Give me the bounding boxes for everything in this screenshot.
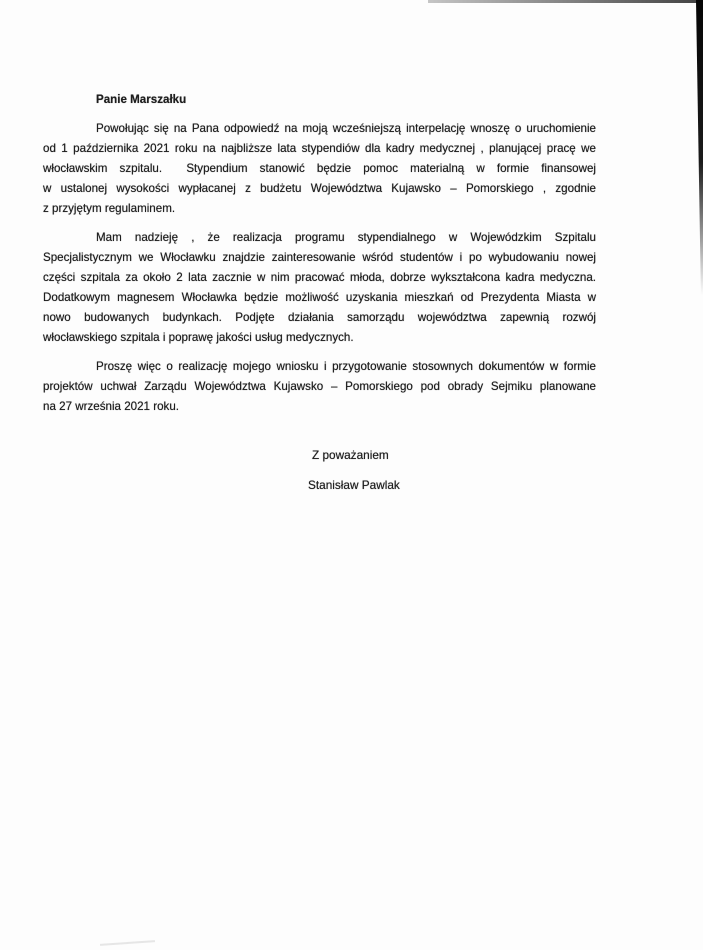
paragraph-1 — [43, 119, 596, 219]
text-line: Proszę więc o realizację mojego wniosku i przygotowanie stosownych dokumentów w formie — [96, 360, 596, 373]
scan-smudge-bottom — [100, 940, 155, 946]
text-line: włocławskim szpitalu. Stypendium stanowić będzie pomoc materialną w formie finansowej — [43, 162, 596, 175]
text-line: nowo budowanych budynkach. Podjęte działania samorządu województwa zapewnią rozwój — [43, 311, 596, 324]
scan-edge-right-artifact — [696, 0, 703, 295]
text-line: włocławskiego szpitala i poprawę jakości usług medycznych. — [43, 331, 354, 344]
text-line: części szpitala za około 2 lata zacznie w nim pracować młoda, dobrze wykształcona kadra medyczna. — [43, 271, 596, 284]
scan-edge-top-artifact — [428, 0, 703, 3]
signer-name: Stanisław Pawlak — [308, 478, 400, 492]
text-line: Powołując się na Pana odpowiedź na moją wcześniejszą interpelację wnoszę o uruchomienie — [96, 122, 596, 135]
paragraph-3 — [43, 357, 596, 417]
salutation: Panie Marszałku — [96, 93, 187, 106]
paragraph-2 — [43, 228, 596, 348]
closing-phrase: Z poważaniem — [312, 448, 389, 462]
text-line: na 27 września 2021 roku. — [43, 400, 179, 413]
text-line: Specjalistycznym we Włocławku znajdzie zainteresowanie wśród studentów i po wybudowaniu nowej — [43, 251, 596, 264]
text-line: Mam nadzieję , że realizacja programu stypendialnego w Wojewódzkim Szpitalu — [96, 231, 596, 244]
text-line: od 1 października 2021 roku na najbliższe lata stypendiów dla kadry medycznej , planującej pracę we — [43, 142, 596, 155]
text-line: projektów uchwał Zarządu Województwa Kujawsko – Pomorskiego pod obrady Sejmiku planowane — [43, 380, 596, 393]
text-line: Dodatkowym magnesem Włocławka będzie możliwość uzyskania mieszkań od Prezydenta Miasta w — [43, 291, 596, 304]
text-line: w ustalonej wysokości wypłacanej z budżetu Województwa Kujawsko – Pomorskiego , zgodnie — [43, 182, 596, 195]
text-line: z przyjętym regulaminem. — [43, 202, 176, 215]
letter-text-block — [43, 90, 596, 417]
